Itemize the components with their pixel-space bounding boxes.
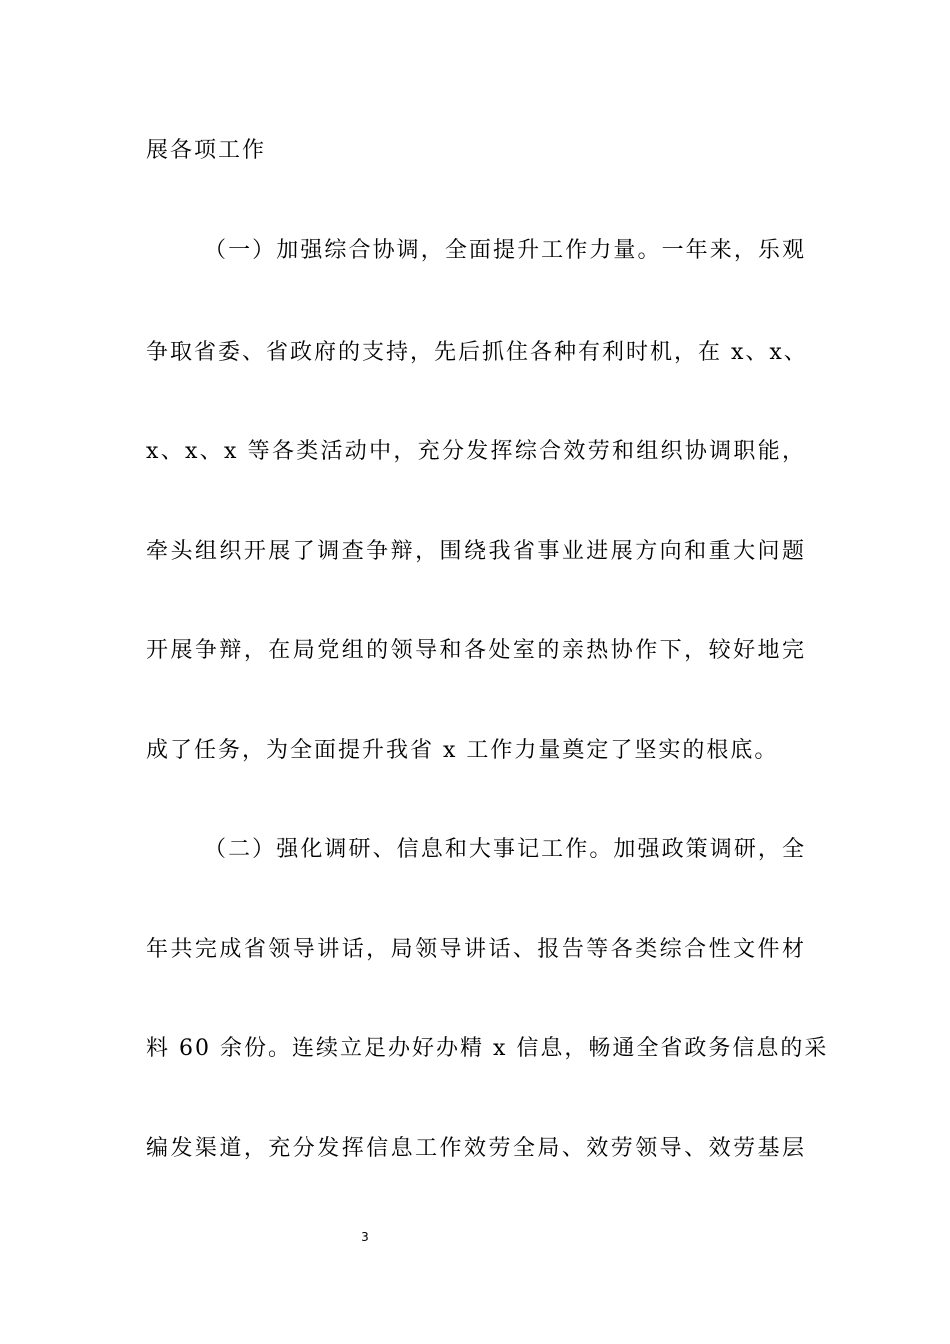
text-line-1: 展各项工作 — [146, 138, 267, 163]
paragraph-2-line-4: 编发渠道，充分发挥信息工作效劳全局、效劳领导、效劳基层 — [146, 1136, 806, 1161]
paragraph-1-line-1: （一）加强综合协调，全面提升工作力量。一年来，乐观 — [204, 238, 806, 263]
paragraph-2-line-1: （二）强化调研、信息和大事记工作。加强政策调研，全 — [204, 837, 806, 862]
page-number: 3 — [361, 1230, 369, 1244]
paragraph-1-line-6: 成了任务，为全面提升我省 x 工作力量奠定了坚实的根底。 — [146, 738, 779, 763]
paragraph-1-line-4: 牵头组织开展了调查争辩，围绕我省事业进展方向和重大问题 — [146, 539, 806, 564]
paragraph-2-line-2: 年共完成省领导讲话，局领导讲话、报告等各类综合性文件材 — [146, 937, 806, 962]
paragraph-1-line-5: 开展争辩，在局党组的领导和各处室的亲热协作下，较好地完 — [146, 638, 806, 663]
paragraph-1-line-3: x、x、x 等各类活动中，充分发挥综合效劳和组织协调职能， — [146, 439, 806, 464]
paragraph-2-line-3: 料 60 余份。连续立足办好办精 x 信息，畅通全省政务信息的采 — [146, 1036, 829, 1061]
paragraph-1-line-2: 争取省委、省政府的支持，先后抓住各种有利时机，在 x、x、 — [146, 340, 808, 365]
